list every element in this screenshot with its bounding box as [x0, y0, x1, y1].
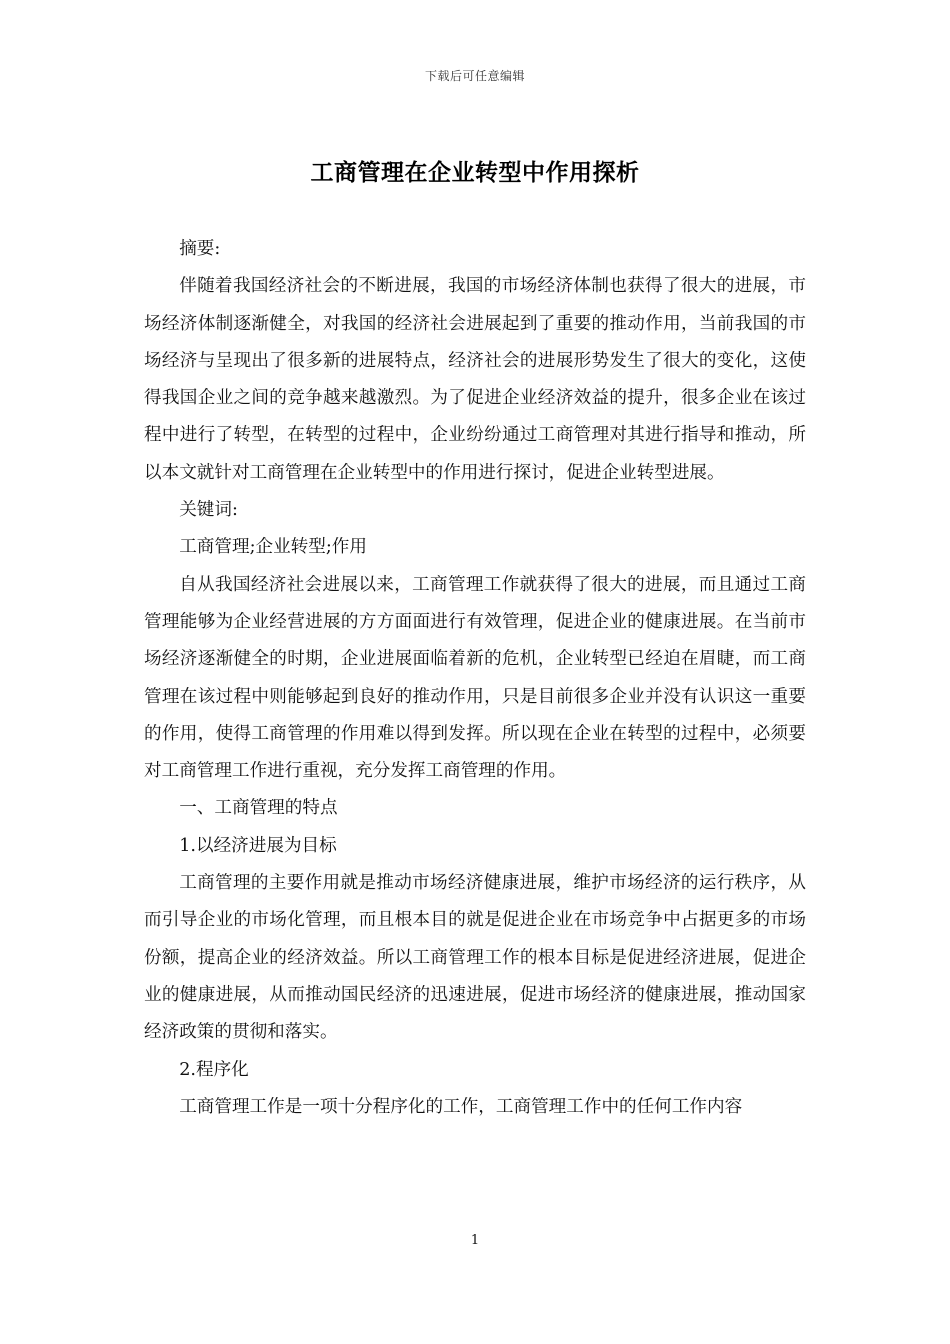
document-body	[144, 231, 806, 1126]
subsection-heading: 1.以经济进展为目标	[179, 835, 337, 856]
body-paragraph: 工商管理的主要作用就是推动市场经济健康进展，维护市场经济的运行秩序，从而引导企业的市场化管理，而且根本目的就是促进企业在市场竞争中占据更多的市场份额，提高企业的经济效益。所以工商管理工作的根本目标是促进经济进展，促进企业的健康进展，从而推动国民经济的迅速进展，促进市场经济的健康进展，推动国家经济政策的贯彻和落实。	[144, 873, 806, 1043]
subsection-heading: 2.程序化	[179, 1059, 249, 1080]
page-number: 1	[470, 1233, 480, 1248]
section-heading: 一、工商管理的特点	[179, 798, 338, 819]
intro-paragraph: 自从我国经济社会进展以来，工商管理工作就获得了很大的进展，而且通过工商管理能够为企业经营进展的方方面面进行有效管理，促进企业的健康进展。在当前市场经济逐渐健全的时期，企业进展面临着新的危机，企业转型已经迫在眉睫，而工商管理在该过程中则能够起到良好的推动作用，只是目前很多企业并没有认识这一重要的作用，使得工商管理的作用难以得到发挥。所以现在企业在转型的过程中，必须要对工商管理工作进行重视，充分发挥工商管理的作用。	[144, 574, 806, 782]
document-title: 工商管理在企业转型中作用探析	[310, 160, 640, 186]
abstract-heading: 摘要:	[179, 239, 221, 259]
body-paragraph: 工商管理工作是一项十分程序化的工作，工商管理工作中的任何工作内容	[179, 1096, 743, 1117]
keywords-heading: 关键词:	[179, 500, 238, 521]
page-header: 下载后可任意编辑	[424, 69, 525, 83]
abstract-paragraph: 伴随着我国经济社会的不断进展，我国的市场经济体制也获得了很大的进展，市场经济体制逐渐健全，对我国的经济社会进展起到了重要的推动作用，当前我国的市场经济与呈现出了很多新的进展特点，经济社会的进展形势发生了很大的变化，这使得我国企业之间的竞争越来越激烈。为了促进企业经济效益的提升，很多企业在该过程中进行了转型，在转型的过程中，企业纷纷通过工商管理对其进行指导和推动，所以本文就针对工商管理在企业转型中的作用进行探讨，促进企业转型进展。	[144, 276, 806, 483]
keywords-list: 工商管理;企业转型;作用	[179, 537, 367, 558]
